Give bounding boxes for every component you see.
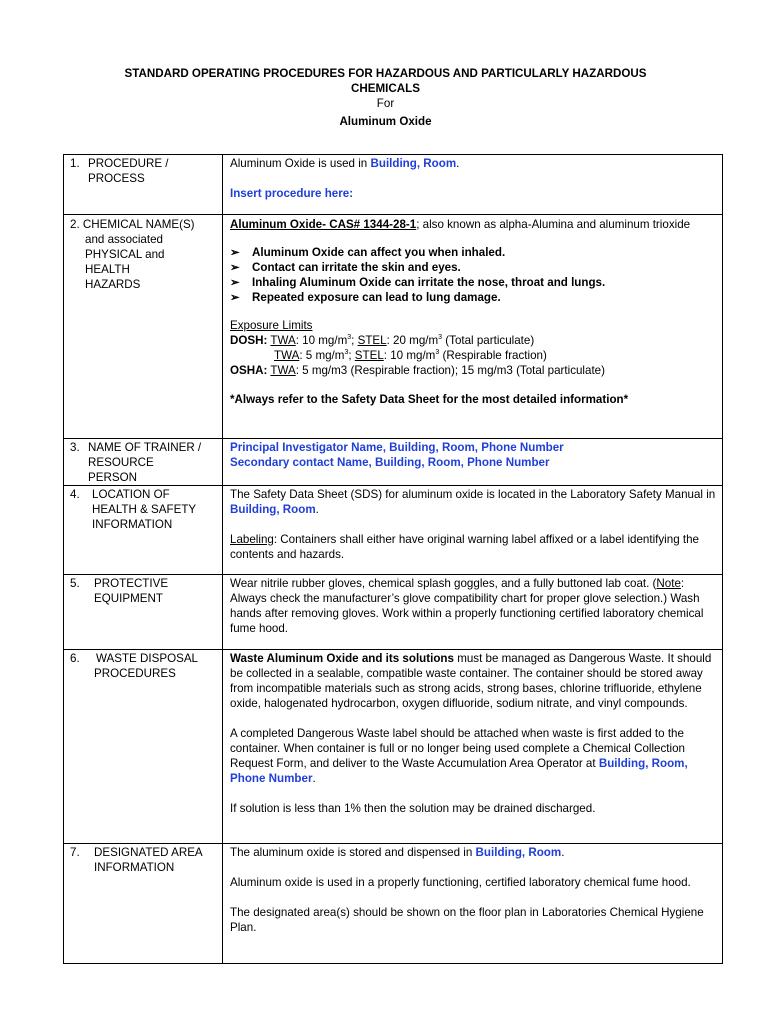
note-label: Note — [656, 577, 681, 590]
waste-lead: Waste Aluminum Oxide and its solutions — [230, 652, 454, 665]
label-line: EQUIPMENT — [94, 592, 163, 605]
row-content-cell — [223, 215, 723, 439]
text-span: : Containers shall either have original warning label affixed or a label identifying the contents and hazards. — [230, 533, 699, 561]
text-span: . — [561, 846, 565, 859]
location-placeholder: Building, Room — [230, 503, 316, 516]
text-span: (Total particulate) — [442, 334, 535, 347]
row-label — [92, 487, 222, 532]
row-content-cell — [223, 650, 723, 844]
secondary-contact: Secondary contact Name, Building, Room, Phone Number — [230, 456, 550, 469]
row-trainer — [64, 439, 723, 486]
location-placeholder: Building, Room — [370, 157, 457, 170]
row-content-cell — [223, 439, 723, 486]
text-span: The Safety Data Sheet (SDS) for aluminum oxide is located in the Laboratory Safety Manual in — [230, 488, 716, 501]
text-span: A completed Dangerous Waste label should be attached when waste is first added to the container. When container is full or no longer being used complete a Chemical Collection Request Form, and deliver to the Waste Accumulation Area Operator at — [230, 727, 685, 770]
row-number: 7. — [70, 846, 80, 859]
hazard-list — [230, 245, 716, 305]
label-line: PERSON — [88, 471, 137, 484]
title-line-2: CHEMICALS — [351, 82, 420, 95]
osha-line — [230, 363, 716, 378]
superscript: 3 — [344, 349, 349, 357]
chemical-name-title: Aluminum Oxide — [339, 115, 432, 128]
dosh-label: DOSH: — [230, 334, 268, 347]
label-line: PROTECTIVE — [94, 577, 169, 590]
twa-label: TWA — [274, 349, 300, 362]
row-content-cell — [223, 155, 723, 215]
row-content-cell — [223, 575, 723, 650]
arrow-bullet-icon: ➢ — [230, 261, 240, 274]
list-item: ➢ Repeated exposure can lead to lung damage. — [230, 291, 501, 304]
label-line: WASTE DISPOSAL — [96, 652, 199, 665]
label-line: and associated — [85, 233, 163, 246]
sop-table — [63, 154, 723, 964]
waste-para-3: If solution is less than 1% then the solution may be drained discharged. — [230, 802, 596, 815]
row-number: 6. — [70, 652, 80, 665]
designated-para-1 — [230, 844, 716, 860]
row-label-cell — [64, 155, 223, 215]
row-label — [88, 440, 222, 485]
arrow-bullet-icon: ➢ — [230, 291, 240, 304]
row-label-cell — [64, 844, 223, 964]
row-number: 3. — [70, 441, 80, 454]
twa-label: TWA — [270, 334, 296, 347]
text-span: must be managed as Dangerous Waste. It should be collected in a sealable, compatible waste container. The container should be stored away from incompatible materials such as strong acids, strong bases, chlorine trifluoride, ethylene oxide, halogenated hydrocarbon, oxygen difluoride, sodium nitrate, and vinyl compounds. — [230, 652, 712, 710]
list-item: ➢ Inhaling Aluminum Oxide can irritate the nose, throat and lungs. — [230, 276, 606, 289]
title-line-1: STANDARD OPERATING PROCEDURES FOR HAZARDOUS AND PARTICULARLY HAZARDOUS — [124, 67, 647, 80]
text-span: Wear nitrile rubber gloves, chemical splash goggles, and a fully buttoned lab coat. ( — [230, 577, 657, 590]
text-span: ; also known as alpha-Alumina and aluminum trioxide — [416, 218, 691, 231]
row-label — [94, 845, 222, 875]
label-line: PROCESS — [88, 172, 145, 185]
label-line: INFORMATION — [92, 518, 173, 531]
stel-label: STEL — [354, 349, 384, 362]
dosh-line-2: TWA: 5 $mg/m^3$; STEL: 10 $mg/m^3$ (Respirable fraction) — [274, 349, 547, 362]
row-label-cell — [64, 215, 223, 439]
location-placeholder: Building, Room — [475, 846, 562, 859]
labeling-text — [230, 532, 716, 562]
row-label-cell — [64, 575, 223, 650]
label-line: PHYSICAL and — [85, 248, 165, 261]
text-span: : 5 mg/m3 (Respirable fraction); 15 mg/m3 (Total particulate) — [295, 364, 605, 377]
label-line: NAME OF TRAINER / — [88, 441, 202, 454]
list-item: ➢ Contact can irritate the skin and eyes. — [230, 261, 461, 274]
text-span: (Respirable fraction) — [439, 349, 547, 362]
text-span: The aluminum oxide is stored and dispensed in — [230, 846, 476, 859]
document-header — [63, 66, 708, 129]
label-line: INFORMATION — [94, 861, 175, 874]
label-line: DESIGNATED AREA — [94, 846, 203, 859]
text-span: : 20 mg/m — [386, 334, 439, 347]
row-label-cell — [64, 650, 223, 844]
row-label — [94, 651, 222, 681]
text-span: . — [315, 503, 319, 516]
superscript: 3 — [347, 334, 352, 342]
text-span: : Always check the manufacturer’s glove compatibility chart for proper glove selection.) Wash hands after removing gloves. Work within a properly functioning certified laboratory chemical fume hood. — [230, 577, 704, 635]
row-number: 5. — [70, 577, 80, 590]
list-item: ➢ Aluminum Oxide can affect you when inhaled. — [230, 246, 506, 259]
row-label-cell — [64, 439, 223, 486]
labeling-label: Labeling — [230, 533, 274, 546]
text-span: Aluminum Oxide is used in — [230, 157, 371, 170]
row-content-cell — [223, 844, 723, 964]
stel-label: STEL — [357, 334, 387, 347]
label-line: PROCEDURE / — [88, 157, 169, 170]
superscript: 3 — [438, 334, 443, 342]
row-label — [88, 156, 222, 186]
label-line: LOCATION OF — [92, 488, 170, 501]
label-line: RESOURCE — [88, 456, 154, 469]
text-span: . — [456, 157, 460, 170]
row-designated — [64, 844, 723, 964]
label-line: PROCEDURES — [94, 667, 176, 680]
ppe-text — [230, 575, 716, 636]
procedure-text — [230, 155, 716, 171]
row-protective — [64, 575, 723, 650]
row-waste — [64, 650, 723, 844]
principal-investigator: Principal Investigator Name, Building, Room, Phone Number — [230, 441, 564, 454]
sds-note: *Always refer to the Safety Data Sheet for the most detailed information* — [230, 393, 629, 406]
insert-procedure: Insert procedure here: — [230, 187, 354, 200]
row-label — [94, 576, 222, 606]
text-span: . — [312, 772, 316, 785]
cas-number: Aluminum Oxide- CAS# 1344-28-1 — [230, 218, 417, 231]
label-line: HEALTH & SAFETY — [92, 503, 197, 516]
dosh-line-1: DOSH: TWA: 10 $mg/m^3$; STEL: 20 $mg/m^3$ (Total particulate) — [230, 334, 535, 347]
row-chemical — [64, 215, 723, 439]
chemical-identity — [230, 215, 716, 232]
sds-location — [230, 486, 716, 517]
row-number: 4. — [70, 488, 80, 501]
row-content-cell — [223, 486, 723, 575]
label-line: HAZARDS — [85, 278, 141, 291]
location-placeholder: Building, Room, Phone Number — [230, 757, 688, 785]
arrow-bullet-icon: ➢ — [230, 276, 240, 289]
text-span: : 10 mg/m — [383, 349, 436, 362]
osha-label: OSHA: — [230, 364, 268, 377]
twa-label: TWA — [270, 364, 296, 377]
designated-para-2: Aluminum oxide is used in a properly functioning, certified laboratory chemical fume hood. — [230, 876, 691, 889]
superscript: 3 — [435, 349, 440, 357]
designated-para-3: The designated area(s) should be shown on the floor plan in Laboratories Chemical Hygiene Plan. — [230, 906, 704, 934]
title-for: For — [376, 97, 395, 110]
row-location — [64, 486, 723, 575]
waste-para-2 — [230, 726, 716, 786]
row-label-cell — [64, 486, 223, 575]
text-span: : 10 mg/m — [295, 334, 348, 347]
label-line: HEALTH — [85, 263, 130, 276]
waste-para-1 — [230, 650, 716, 711]
exposure-heading: Exposure Limits — [230, 319, 313, 332]
text-span: : 5 mg/m — [299, 349, 345, 362]
row-number: 1. — [70, 157, 80, 170]
arrow-bullet-icon: ➢ — [230, 246, 240, 259]
row-procedure — [64, 155, 723, 215]
label-line: 2. CHEMICAL NAME(S) — [70, 218, 195, 231]
